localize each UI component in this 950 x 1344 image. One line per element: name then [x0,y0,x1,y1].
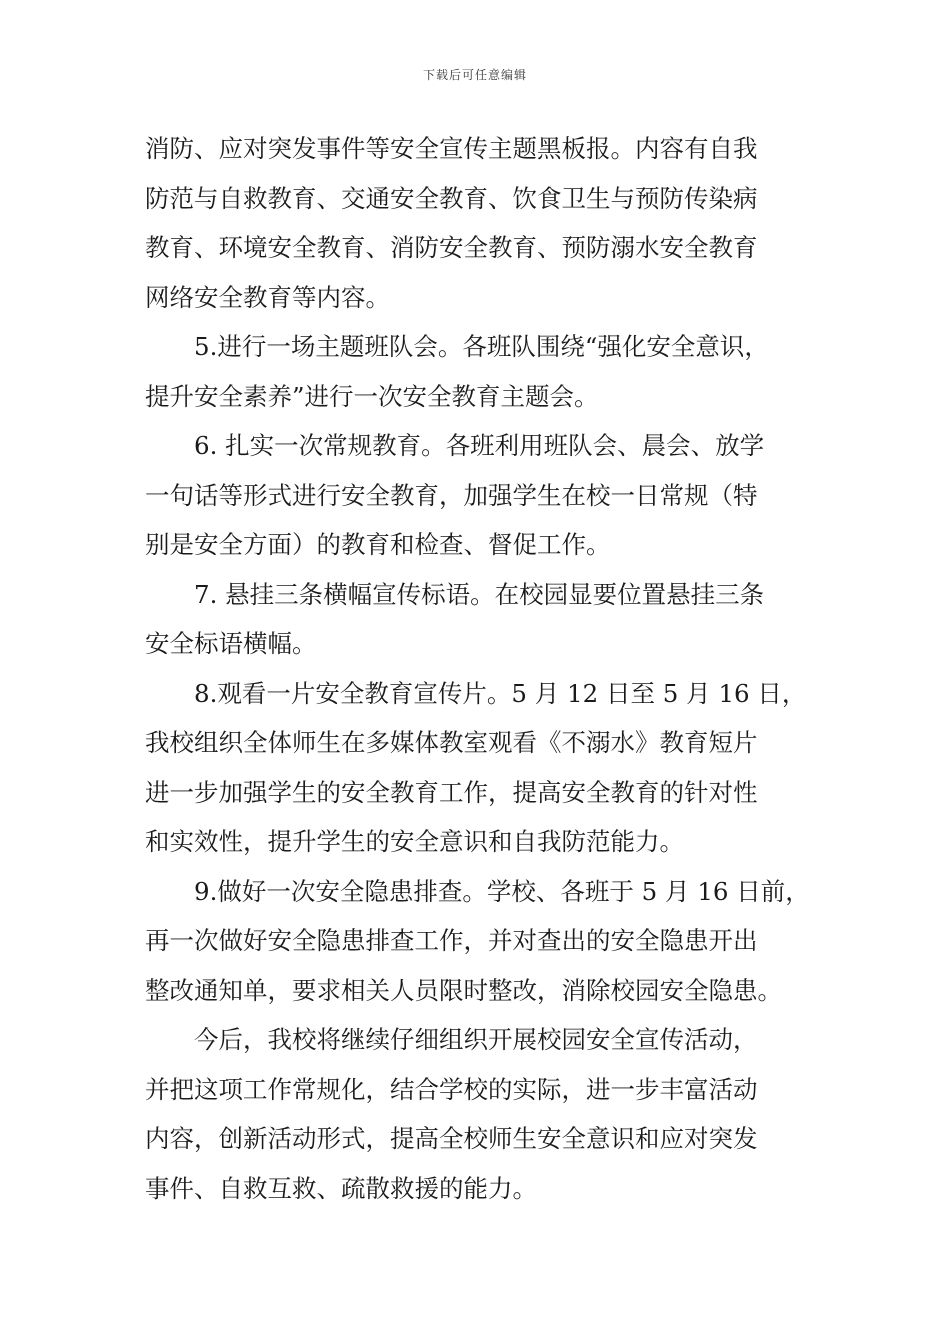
text-line: 防范与自救教育、交通安全教育、饮食卫生与预防传染病 [145,183,758,213]
text-line: 提升安全素养”进行一次安全教育主题会。 [145,381,599,411]
paragraph-item-9 [145,867,810,1016]
text-line: 事件、自救互救、疏散救援的能力。 [145,1173,537,1203]
text-line: 整改通知单，要求相关人员限时整改，消除校园安全隐患。 [145,975,782,1005]
text-line: 我校组织全体师生在多媒体教室观看《不溺水》教育短片 [145,728,758,757]
document-body [145,124,810,1213]
text-line: 网络安全教育等内容。 [145,282,390,312]
text-line: 进一步加强学生的安全教育工作，提高安全教育的针对性 [145,777,758,807]
paragraph-item-6 [145,421,810,570]
text-line: 5.进行一场主题班队会。各班队围绕“强化安全意识， [194,332,769,361]
text-line: 一句话等形式进行安全教育，加强学生在校一日常规（特 [145,480,758,510]
text-line: 7. 悬挂三条横幅宣传标语。在校园显要位置悬挂三条 [194,579,765,609]
text-line: 消防、应对突发事件等安全宣传主题黑板报。内容有自我 [145,134,758,163]
text-line: 和实效性，提升学生的安全意识和自我防范能力。 [145,827,684,856]
text-line: 并把这项工作常规化，结合学校的实际，进一步丰富活动 [145,1074,758,1104]
paragraph-1 [145,124,810,322]
text-line: 别是安全方面）的教育和检查、督促工作。 [145,530,611,559]
paragraph-item-8 [145,669,810,867]
text-line: 再一次做好安全隐患排查工作，并对查出的安全隐患开出 [145,926,758,955]
paragraph-item-7 [145,570,810,669]
text-line: 6. 扎实一次常规教育。各班利用班队会、晨会、放学 [194,431,765,460]
text-line: 内容，创新活动形式，提高全校师生安全意识和应对突发 [145,1124,758,1153]
text-line: 9.做好一次安全隐患排查。学校、各班于 5 月 16 日前， [194,876,810,906]
text-line: 8.观看一片安全教育宣传片。5 月 12 日至 5 月 16 日， [194,678,807,708]
paragraph-item-5 [145,322,810,421]
text-line: 今后，我校将继续仔细组织开展校园安全宣传活动， [194,1025,758,1054]
paragraph-conclusion [145,1015,810,1213]
text-line: 安全标语横幅。 [145,629,317,658]
text-line: 教育、环境安全教育、消防安全教育、预防溺水安全教育 [145,233,758,262]
page-header-note: 下载后可任意编辑 [422,68,527,82]
